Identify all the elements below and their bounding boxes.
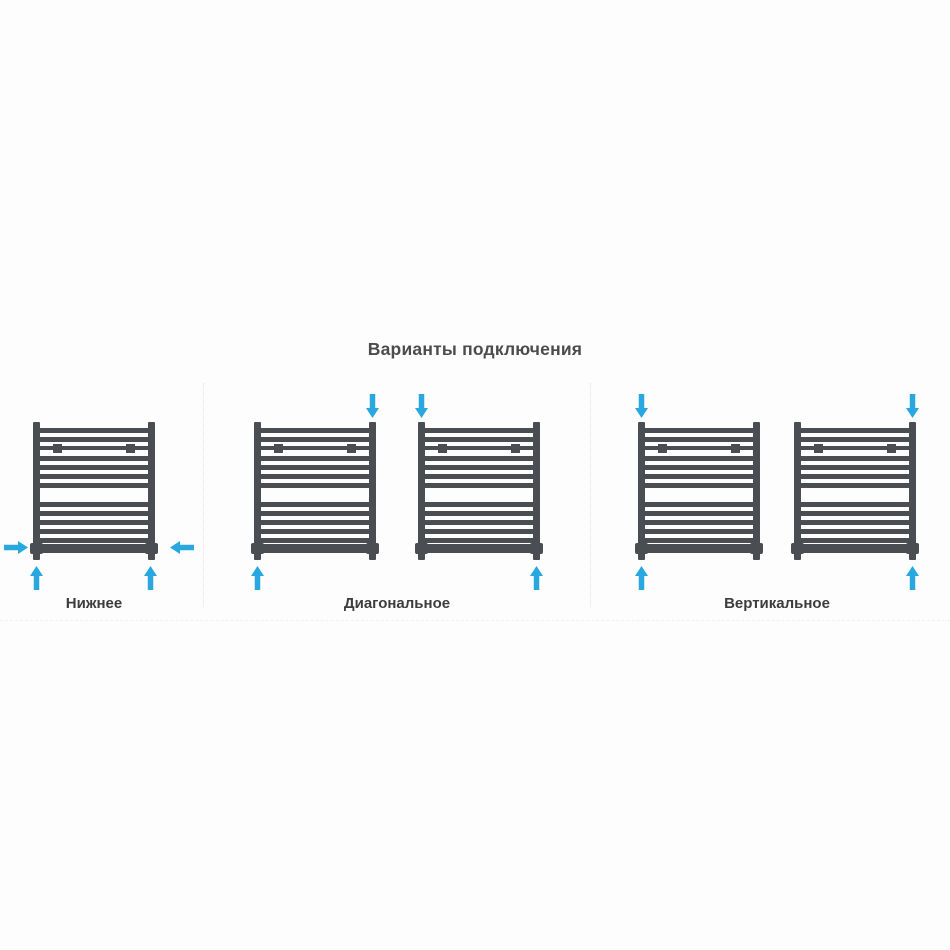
pipe-connector [415,543,428,554]
variant-label-diagonal: Диагональное [343,595,451,612]
towel-rail-diagram [638,422,760,560]
rail-rung [642,437,756,442]
pipe-connector [906,543,919,554]
rail-rung [37,520,151,525]
shelf-bracket [511,444,520,453]
rail-rung [37,538,151,543]
shelf-bracket [887,444,896,453]
pipe-connector [251,543,264,554]
section-divider [590,383,591,607]
flow-arrow-up-icon [906,566,919,590]
variant-label-bottom: Нижнее [65,595,123,612]
rail-rung [798,529,912,534]
shelf-bracket [438,444,447,453]
flow-arrow-up-icon [144,566,157,590]
shelf-bracket [53,444,62,453]
rail-rung [258,456,372,461]
shelf-bracket [814,444,823,453]
rail-rung [798,465,912,470]
rail-rung [422,529,536,534]
rail-rung [258,529,372,534]
rail-bottom-bar [418,544,540,553]
rail-rung [798,511,912,516]
pipe-connector [635,543,648,554]
rail-rung [422,511,536,516]
rail-rung [258,465,372,470]
pipe-connector [30,543,43,554]
flow-arrow-up-icon [635,566,648,590]
rail-rung [642,520,756,525]
pipe-connector [791,543,804,554]
flow-arrow-up-icon [251,566,264,590]
rail-rung [798,456,912,461]
rail-rung [798,538,912,543]
towel-rail-diagram [794,422,916,560]
flow-arrow-up-icon [530,566,543,590]
shelf-bracket [658,444,667,453]
pipe-connector [145,543,158,554]
rail-rung [258,483,372,488]
rail-rung [422,474,536,479]
flow-arrow-down-icon [415,394,428,418]
section-divider [203,383,204,607]
rail-rung [258,511,372,516]
rail-bottom-bar [794,544,916,553]
rail-rung [642,529,756,534]
rail-rung [422,465,536,470]
rail-bottom-bar [638,544,760,553]
rail-rung [258,428,372,433]
rail-rung [37,428,151,433]
flow-arrow-down-icon [366,394,379,418]
shelf-bracket [731,444,740,453]
rail-rung [798,520,912,525]
rail-rung [258,474,372,479]
rail-rung [258,520,372,525]
rail-rung [422,483,536,488]
rail-rung [642,511,756,516]
rail-bottom-bar [254,544,376,553]
rail-rung [258,538,372,543]
rail-rung [798,483,912,488]
rail-rung [422,538,536,543]
rail-rung [37,511,151,516]
variant-label-vertical: Вертикальное [724,595,830,612]
rail-rung [37,456,151,461]
rail-rung [798,502,912,507]
rail-rung [642,474,756,479]
rail-rung [642,502,756,507]
pipe-connector [366,543,379,554]
rail-rung [798,437,912,442]
flow-arrow-down-icon [906,394,919,418]
rail-rung [422,437,536,442]
rail-rung [422,456,536,461]
rail-rung [422,520,536,525]
page-title: Варианты подключения [367,339,583,359]
flow-arrow-left-icon [170,541,194,554]
rail-rung [258,437,372,442]
flow-arrow-right-icon [4,541,28,554]
pipe-connector [750,543,763,554]
rail-rung [642,538,756,543]
shelf-bracket [274,444,283,453]
pipe-connector [530,543,543,554]
rail-rung [642,456,756,461]
flow-arrow-up-icon [30,566,43,590]
towel-rail-diagram [33,422,155,560]
rail-rung [37,437,151,442]
rail-rung [642,428,756,433]
towel-rail-diagram [418,422,540,560]
shelf-bracket [126,444,135,453]
rail-rung [37,529,151,534]
rail-rung [798,474,912,479]
rail-bottom-bar [33,544,155,553]
rail-rung [258,502,372,507]
rail-rung [422,502,536,507]
section-divider [0,620,950,621]
flow-arrow-down-icon [635,394,648,418]
rail-rung [798,428,912,433]
rail-rung [37,483,151,488]
rail-rung [37,474,151,479]
rail-rung [642,483,756,488]
shelf-bracket [347,444,356,453]
towel-rail-diagram [254,422,376,560]
rail-rung [37,465,151,470]
rail-rung [642,465,756,470]
rail-rung [37,502,151,507]
rail-rung [422,428,536,433]
